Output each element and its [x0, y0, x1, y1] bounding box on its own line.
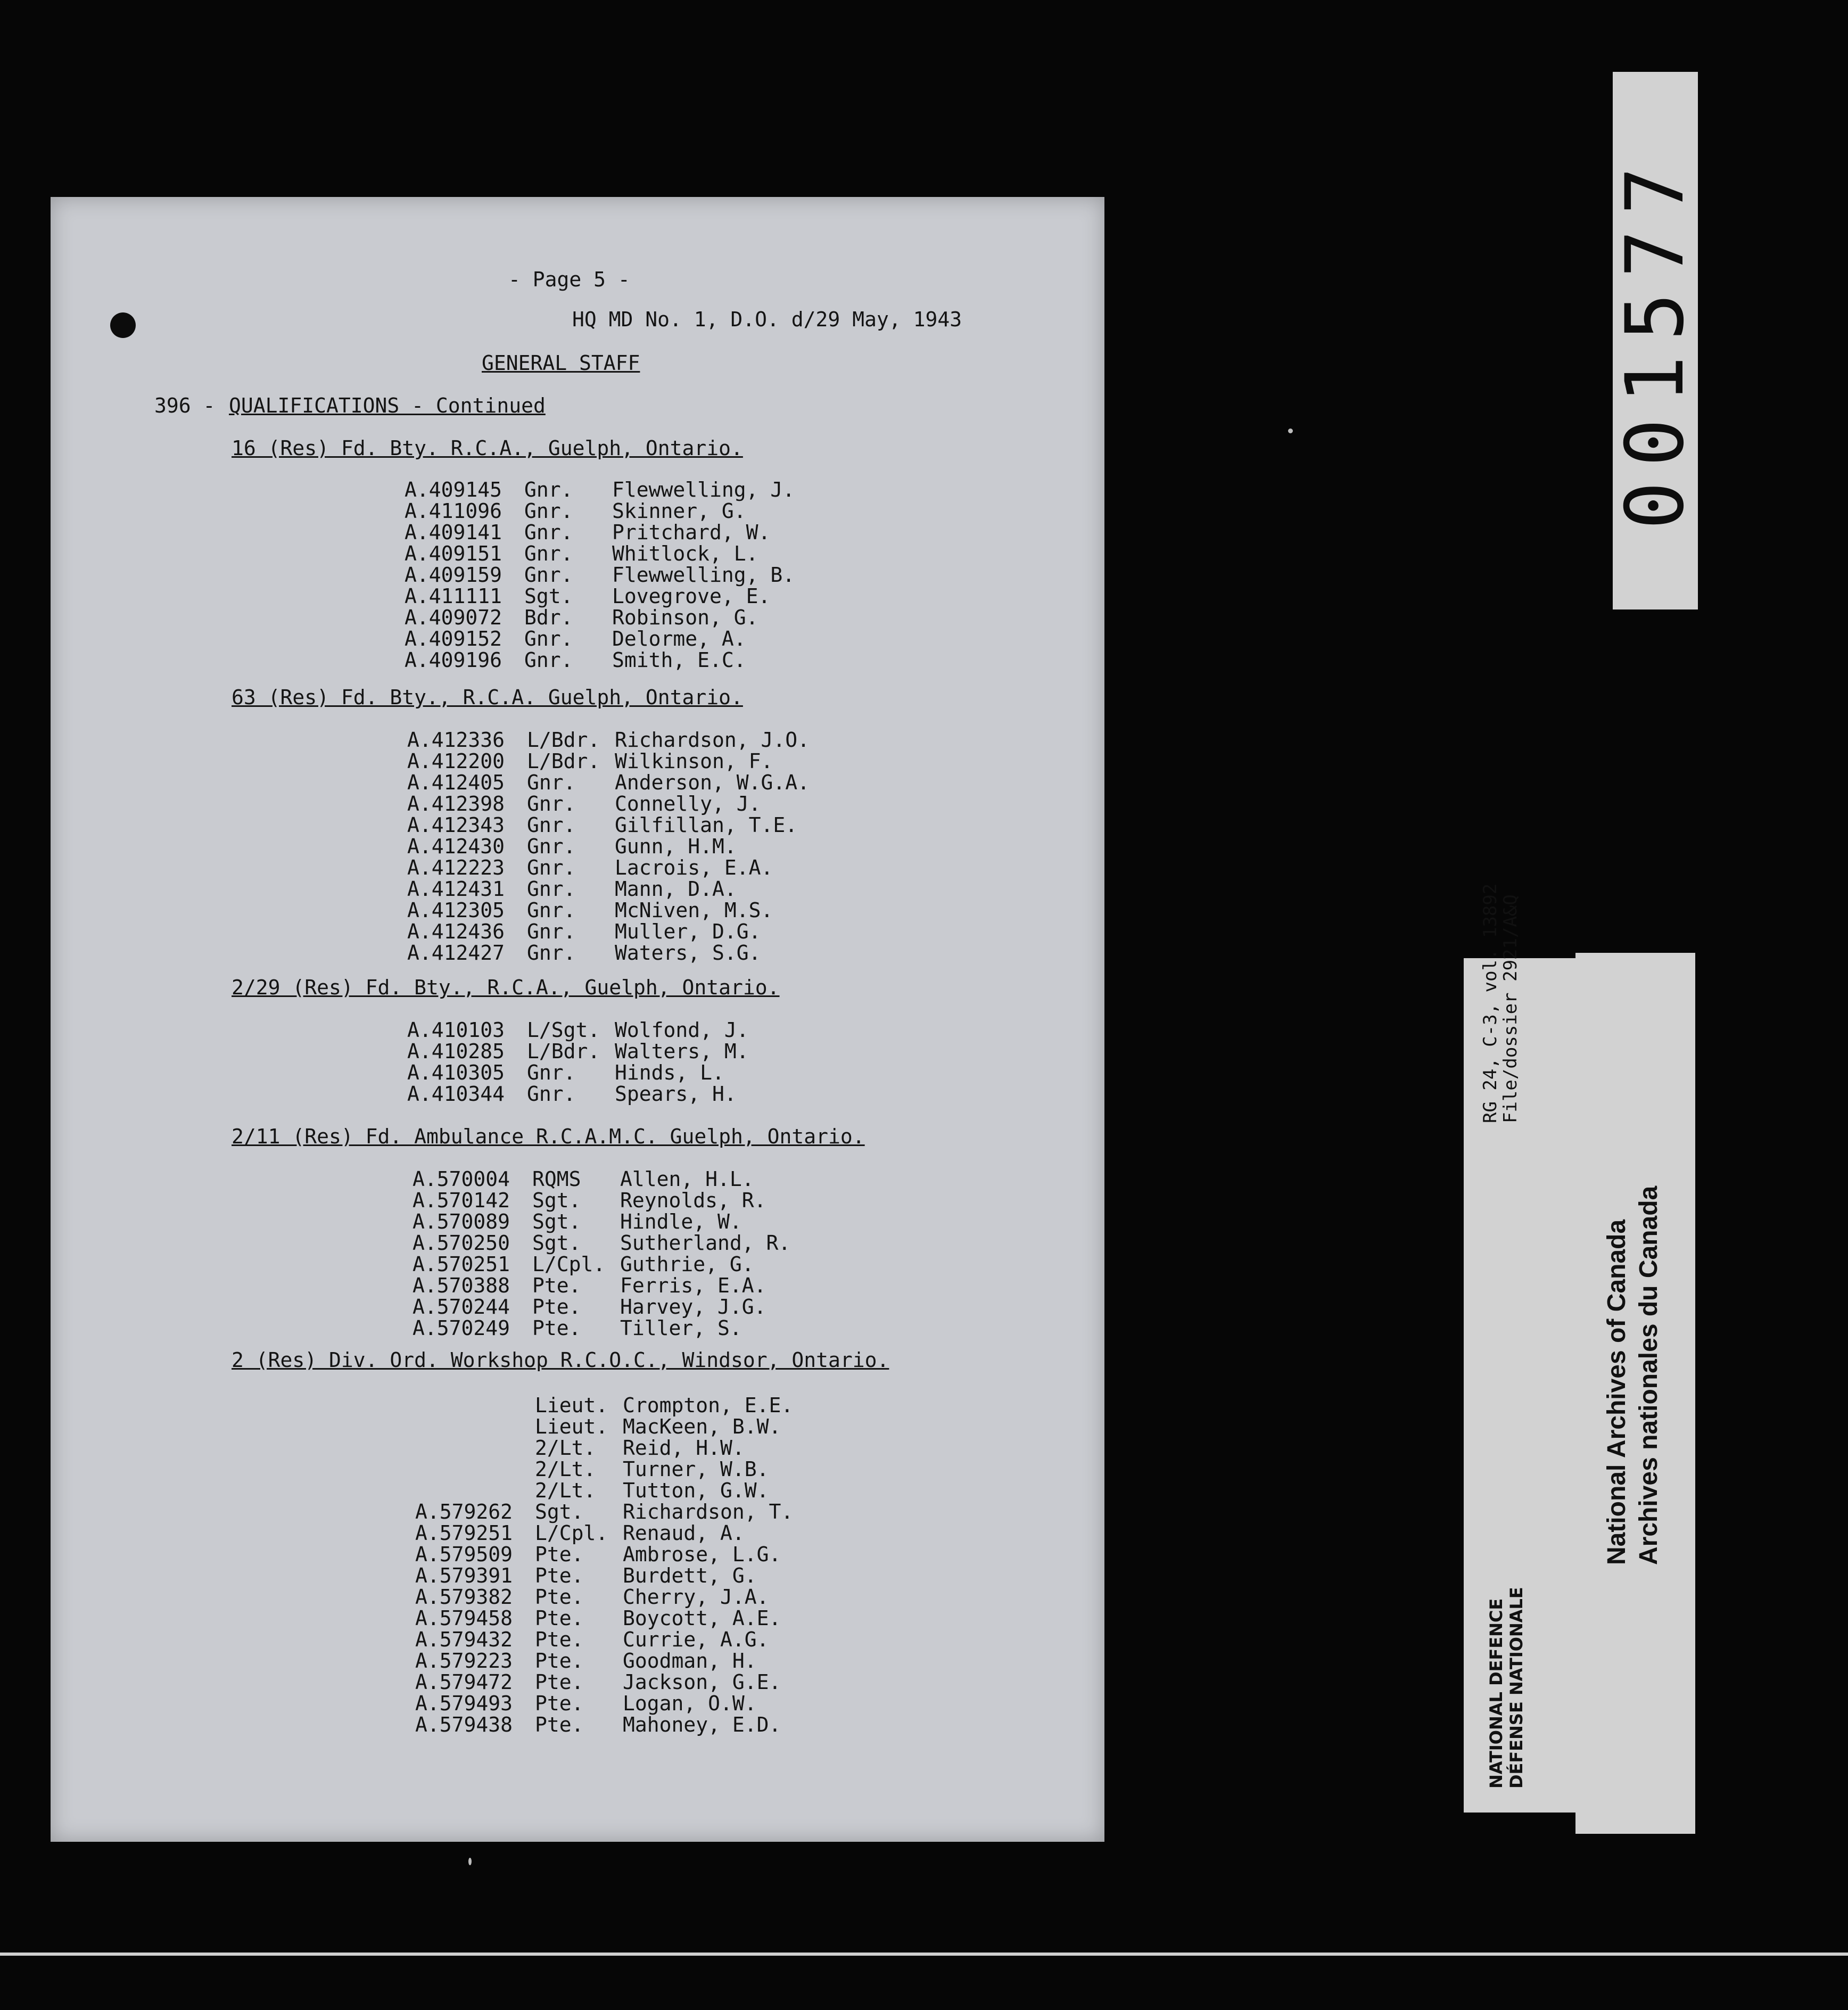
person-name: Crompton, E.E.	[623, 1394, 794, 1417]
service-number: A.409145	[405, 478, 502, 501]
person-name: Smith, E.C.	[612, 648, 746, 672]
personnel-row	[407, 1083, 749, 1105]
person-name: Richardson, T.	[623, 1500, 794, 1523]
person-name: Reynolds, R.	[620, 1189, 766, 1212]
personnel-row	[407, 729, 810, 751]
person-name: Spears, H.	[615, 1082, 737, 1106]
service-number: A.570251	[412, 1253, 510, 1276]
person-name: Lacrois, E.A.	[615, 856, 773, 879]
archive-reference-line1: RG 24, C-3, vol. 13892	[1480, 883, 1501, 1123]
person-name: Anderson, W.G.A.	[615, 771, 810, 794]
person-name: Jackson, G.E.	[623, 1670, 781, 1694]
personnel-row	[415, 1416, 793, 1437]
person-name: Harvey, J.G.	[620, 1295, 766, 1319]
service-number: A.570388	[412, 1274, 510, 1297]
personnel-row	[407, 1062, 749, 1083]
person-name: Hindle, W.	[620, 1210, 742, 1233]
service-number: A.579458	[415, 1607, 513, 1630]
rank: Pte.	[535, 1628, 584, 1651]
service-number: A.412436	[407, 920, 505, 943]
department-fr: DÉFENSE NATIONALE	[1506, 1587, 1527, 1789]
item-number: 396 -	[154, 394, 216, 417]
service-number: A.579382	[415, 1585, 513, 1609]
service-number: A.570004	[412, 1167, 510, 1191]
rank: Lieut.	[535, 1394, 608, 1417]
rank: Sgt.	[532, 1210, 581, 1233]
service-number: A.579223	[415, 1649, 513, 1673]
person-name: Mahoney, E.D.	[623, 1713, 781, 1736]
service-number: A.410285	[407, 1040, 505, 1063]
personnel-row	[415, 1671, 793, 1693]
rank: L/Sgt.	[527, 1018, 600, 1042]
person-name: Ambrose, L.G.	[623, 1543, 781, 1566]
personnel-row	[405, 607, 795, 628]
person-name: Flewwelling, J.	[612, 478, 795, 501]
unit-heading: 63 (Res) Fd. Bty., R.C.A. Guelph, Ontario.	[232, 686, 743, 709]
service-number: A.409196	[405, 648, 502, 672]
personnel-row	[412, 1190, 790, 1211]
person-name: Cherry, J.A.	[623, 1585, 769, 1609]
person-name: Walters, M.	[615, 1040, 749, 1063]
person-name: Boycott, A.E.	[623, 1607, 781, 1630]
person-name: Goodman, H.	[623, 1649, 757, 1673]
personnel-row	[412, 1211, 790, 1232]
rank: Gnr.	[527, 813, 576, 837]
personnel-list	[412, 1168, 790, 1339]
person-name: Wolfond, J.	[615, 1018, 749, 1042]
personnel-row	[412, 1232, 790, 1254]
service-number: A.409152	[405, 627, 502, 650]
archive-reference-strip	[1464, 883, 1583, 1813]
personnel-row	[412, 1254, 790, 1275]
service-number: A.410305	[407, 1061, 505, 1084]
archives-label-strip	[1575, 953, 1695, 1834]
person-name: Reid, H.W.	[623, 1436, 745, 1460]
rank: Gnr.	[527, 941, 576, 965]
archives-label-fr: Archives nationales du Canada	[1635, 1185, 1663, 1565]
personnel-row	[415, 1501, 793, 1522]
personnel-row	[405, 479, 795, 500]
personnel-row	[415, 1544, 793, 1565]
rank: Gnr.	[524, 627, 573, 650]
service-number: A.412336	[407, 728, 505, 752]
service-number: A.579251	[415, 1521, 513, 1545]
personnel-row	[415, 1608, 793, 1629]
personnel-list	[415, 1395, 793, 1735]
rank: L/Bdr.	[527, 749, 600, 773]
personnel-row	[407, 814, 810, 836]
rank: 2/Lt.	[535, 1436, 596, 1460]
page-label: - Page 5 -	[508, 268, 630, 291]
personnel-row	[415, 1714, 793, 1735]
rank: Sgt.	[535, 1500, 584, 1523]
person-name: Pritchard, W.	[612, 521, 771, 544]
rank: L/Bdr.	[527, 1040, 600, 1063]
service-number: A.579472	[415, 1670, 513, 1694]
personnel-row	[415, 1437, 793, 1459]
rank: Gnr.	[524, 499, 573, 523]
frame-number-strip	[1609, 72, 1702, 609]
section-title: GENERAL STAFF	[482, 351, 640, 375]
dust-speck	[1288, 429, 1293, 433]
personnel-row	[415, 1565, 793, 1586]
unit-heading: 2/11 (Res) Fd. Ambulance R.C.A.M.C. Guelph, Ontario.	[232, 1125, 865, 1148]
rank: Gnr.	[524, 563, 573, 587]
person-name: Currie, A.G.	[623, 1628, 769, 1651]
rank: Gnr.	[524, 478, 573, 501]
rank: Gnr.	[527, 1082, 576, 1106]
personnel-row	[407, 772, 810, 793]
personnel-list	[407, 729, 810, 963]
service-number: A.412430	[407, 835, 505, 858]
service-number: A.579432	[415, 1628, 513, 1651]
person-name: Lovegrove, E.	[612, 584, 771, 608]
rank: Gnr.	[527, 792, 576, 815]
rank: Sgt.	[524, 584, 573, 608]
service-number: A.412405	[407, 771, 505, 794]
person-name: Flewwelling, B.	[612, 563, 795, 587]
person-name: Guthrie, G.	[620, 1253, 754, 1276]
personnel-row	[407, 900, 810, 921]
service-number: A.579509	[415, 1543, 513, 1566]
person-name: Richardson, J.O.	[615, 728, 810, 752]
person-name: Whitlock, L.	[612, 542, 758, 565]
rank: L/Bdr.	[527, 728, 600, 752]
personnel-row	[405, 628, 795, 649]
rank: Pte.	[535, 1543, 584, 1566]
person-name: Skinner, G.	[612, 499, 746, 523]
rank: Pte.	[535, 1692, 584, 1715]
personnel-row	[415, 1586, 793, 1608]
service-number: A.412427	[407, 941, 505, 965]
person-name: Tutton, G.W.	[623, 1479, 769, 1502]
personnel-row	[415, 1522, 793, 1544]
personnel-row	[415, 1459, 793, 1480]
service-number: A.412223	[407, 856, 505, 879]
rank: Gnr.	[527, 877, 576, 901]
person-name: Muller, D.G.	[615, 920, 761, 943]
rank: Gnr.	[527, 920, 576, 943]
rank: Pte.	[535, 1713, 584, 1736]
service-number: A.409072	[405, 606, 502, 629]
personnel-row	[415, 1629, 793, 1650]
rank: L/Cpl.	[535, 1521, 608, 1545]
rank: Gnr.	[524, 648, 573, 672]
person-name: Logan, O.W.	[623, 1692, 757, 1715]
personnel-row	[405, 649, 795, 671]
person-name: Tiller, S.	[620, 1316, 742, 1340]
person-name: Turner, W.B.	[623, 1457, 769, 1481]
department-en: NATIONAL DEFENCE	[1486, 1598, 1506, 1789]
service-number: A.409159	[405, 563, 502, 587]
item-title: QUALIFICATIONS - Continued	[229, 394, 546, 417]
rank: Gnr.	[527, 856, 576, 879]
personnel-row	[412, 1317, 790, 1339]
rank: Pte.	[535, 1564, 584, 1587]
rank: Gnr.	[527, 835, 576, 858]
rank: Pte.	[532, 1316, 581, 1340]
person-name: Waters, S.G.	[615, 941, 761, 965]
unit-heading: 2/29 (Res) Fd. Bty., R.C.A., Guelph, Ontario.	[232, 976, 780, 999]
person-name: Wilkinson, F.	[615, 749, 773, 773]
rank: Pte.	[535, 1585, 584, 1609]
rank: Pte.	[535, 1607, 584, 1630]
scanner-edge-line	[0, 1953, 1848, 1956]
personnel-row	[405, 564, 795, 586]
person-name: Sutherland, R.	[620, 1231, 791, 1255]
person-name: MacKeen, B.W.	[623, 1415, 781, 1438]
person-name: Ferris, E.A.	[620, 1274, 766, 1297]
personnel-row	[412, 1275, 790, 1296]
unit-heading: 16 (Res) Fd. Bty. R.C.A., Guelph, Ontario.	[232, 436, 743, 460]
personnel-row	[415, 1480, 793, 1501]
service-number: A.409141	[405, 521, 502, 544]
rank: Pte.	[532, 1274, 581, 1297]
service-number: A.409151	[405, 542, 502, 565]
personnel-row	[415, 1693, 793, 1714]
personnel-row	[407, 878, 810, 900]
service-number: A.410103	[407, 1018, 505, 1042]
rank: Pte.	[535, 1649, 584, 1673]
rank: Gnr.	[524, 542, 573, 565]
service-number: A.570244	[412, 1295, 510, 1319]
dust-speck	[468, 1858, 472, 1865]
rank: Pte.	[532, 1295, 581, 1319]
rank: Gnr.	[527, 771, 576, 794]
person-name: Gilfillan, T.E.	[615, 813, 798, 837]
rank: 2/Lt.	[535, 1457, 596, 1481]
service-number: A.570249	[412, 1316, 510, 1340]
personnel-row	[405, 500, 795, 522]
rank: Gnr.	[527, 899, 576, 922]
personnel-row	[405, 586, 795, 607]
personnel-row	[407, 793, 810, 814]
service-number: A.411111	[405, 584, 502, 608]
personnel-row	[407, 1041, 749, 1062]
service-number: A.579438	[415, 1713, 513, 1736]
document-page	[51, 197, 1104, 1842]
personnel-list	[407, 1019, 749, 1105]
rank: Gnr.	[527, 1061, 576, 1084]
personnel-row	[412, 1168, 790, 1190]
rank: L/Cpl.	[532, 1253, 606, 1276]
rank: Gnr.	[524, 521, 573, 544]
service-number: A.570142	[412, 1189, 510, 1212]
personnel-row	[412, 1296, 790, 1317]
service-number: A.412431	[407, 877, 505, 901]
personnel-row	[415, 1395, 793, 1416]
person-name: Gunn, H.M.	[615, 835, 737, 858]
personnel-row	[407, 921, 810, 942]
rank: Pte.	[535, 1670, 584, 1694]
archives-label-en: National Archives of Canada	[1603, 1219, 1631, 1565]
person-name: Allen, H.L.	[620, 1167, 754, 1191]
person-name: Renaud, A.	[623, 1521, 745, 1545]
personnel-row	[407, 836, 810, 857]
frame-number: 001577	[1609, 152, 1702, 530]
person-name: Delorme, A.	[612, 627, 746, 650]
rank: 2/Lt.	[535, 1479, 596, 1502]
personnel-row	[407, 751, 810, 772]
service-number: A.570089	[412, 1210, 510, 1233]
service-number: A.410344	[407, 1082, 505, 1106]
personnel-row	[405, 543, 795, 564]
rank: Bdr.	[524, 606, 573, 629]
punch-hole	[110, 312, 136, 338]
service-number: A.412305	[407, 899, 505, 922]
rank: RQMS	[532, 1167, 581, 1191]
personnel-list	[405, 479, 795, 671]
archive-reference-line2: File/dossier 2921/A&Q	[1500, 894, 1521, 1123]
service-number: A.579493	[415, 1692, 513, 1715]
person-name: Hinds, L.	[615, 1061, 724, 1084]
person-name: Robinson, G.	[612, 606, 758, 629]
service-number: A.579262	[415, 1500, 513, 1523]
rank: Sgt.	[532, 1231, 581, 1255]
personnel-row	[407, 942, 810, 963]
personnel-row	[415, 1650, 793, 1671]
service-number: A.412343	[407, 813, 505, 837]
header-reference: HQ MD No. 1, D.O. d/29 May, 1943	[572, 308, 962, 331]
person-name: Mann, D.A.	[615, 877, 737, 901]
person-name: Connelly, J.	[615, 792, 761, 815]
service-number: A.570250	[412, 1231, 510, 1255]
person-name: Burdett, G.	[623, 1564, 757, 1587]
person-name: McNiven, M.S.	[615, 899, 773, 922]
personnel-row	[407, 857, 810, 878]
personnel-row	[405, 522, 795, 543]
unit-heading: 2 (Res) Div. Ord. Workshop R.C.O.C., Windsor, Ontario.	[232, 1348, 889, 1372]
service-number: A.411096	[405, 499, 502, 523]
service-number: A.412200	[407, 749, 505, 773]
service-number: A.579391	[415, 1564, 513, 1587]
personnel-row	[407, 1019, 749, 1041]
rank: Sgt.	[532, 1189, 581, 1212]
service-number: A.412398	[407, 792, 505, 815]
rank: Lieut.	[535, 1415, 608, 1438]
